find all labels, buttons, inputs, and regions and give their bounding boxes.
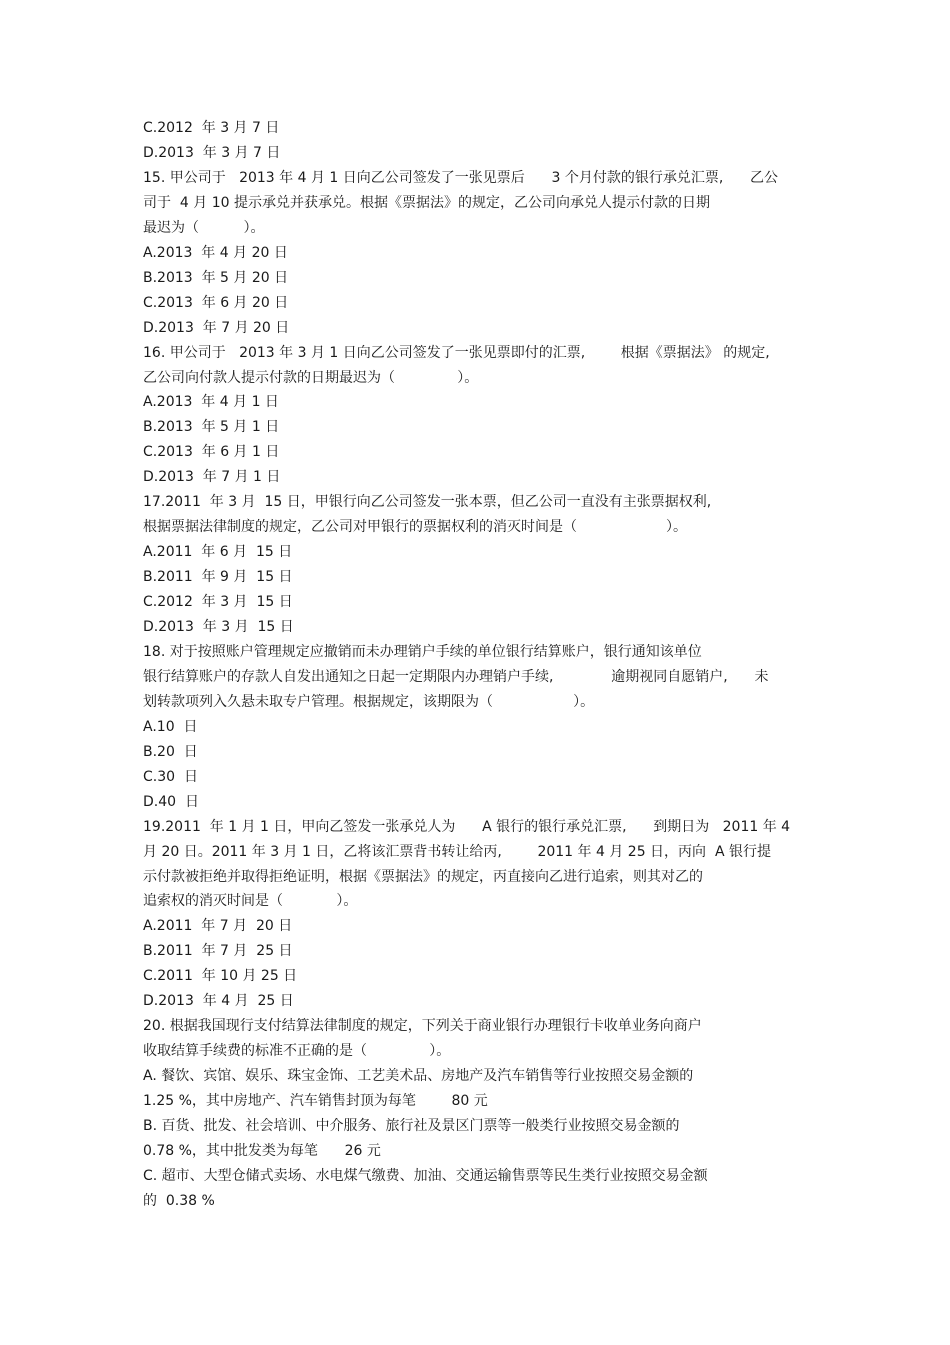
text-line: 1.25 %，其中房地产、汽车销售封顶为每笔 80 元 [143, 1093, 488, 1109]
text-line: 15. 甲公司于 2013 年 4 月 1 日向乙公司签发了一张见票后 3 个月付款的银行承兑汇票, 乙公 [143, 169, 778, 186]
text-line: 的 0.38 % [143, 1192, 215, 1209]
text-line: 银行结算账户的存款人自发出通知之日起一定期限内办理销户手续, 逾期视同自愿销户, 未 [143, 668, 769, 685]
text-line: D.2013 年 3 月 7 日 [143, 144, 281, 161]
text-line: 示付款被拒绝并取得拒绝证明，根据《票据法》的规定，丙直接向乙进行追索，则其对乙的 [143, 868, 703, 885]
text-line: C.2012 年 3 月 15 日 [143, 594, 293, 610]
text-line: B.2013 年 5 月 1 日 [143, 419, 280, 436]
text-line: 划转款项列入久悬未取专户管理。根据规定，该期限为（ ）。 [143, 693, 595, 710]
text-line: C.2011 年 10 月 25 日 [143, 968, 298, 985]
text-line: 根据票据法律制度的规定，乙公司对甲银行的票据权利的消灭时间是（ ）。 [143, 519, 688, 536]
text-line: 月 20 日。2011 年 3 月 1 日，乙将该汇票背书转让给丙, 2011 年 4 月 25 日，丙向 A 银行提 [143, 843, 771, 860]
text-line: C.2013 年 6 月 1 日 [143, 444, 280, 461]
text-line: A.2013 年 4 月 1 日 [143, 394, 279, 411]
text-line: 20. 根据我国现行支付结算法律制度的规定，下列关于商业银行办理银行卡收单业务向商户 [143, 1018, 702, 1035]
text-line: D.2013 年 7 月 1 日 [143, 469, 281, 486]
text-line: 0.78 %，其中批发类为每笔 26 元 [143, 1142, 381, 1159]
text-line: A. 餐饮、宾馆、娱乐、珠宝金饰、工艺美术品、房地产及汽车销售等行业按照交易金额的 [143, 1068, 694, 1085]
text-line: A.2011 年 7 月 20 日 [143, 918, 293, 935]
text-line: 追索权的消灭时间是（ ）。 [143, 893, 358, 910]
text-line: 18. 对于按照账户管理规定应撤销而未办理销户手续的单位银行结算账户，银行通知该单位 [143, 643, 702, 660]
text-line: C.2012 年 3 月 7 日 [143, 120, 280, 136]
text-line: A.10 日 [143, 718, 198, 735]
text-line: D.2013 年 7 月 20 日 [143, 319, 290, 336]
text-line: 乙公司向付款人提示付款的日期最迟为（ ）。 [143, 369, 479, 386]
text-line: 收取结算手续费的标准不正确的是（ ）。 [143, 1043, 451, 1060]
text-line: D.40 日 [143, 793, 199, 810]
text-line: 16. 甲公司于 2013 年 3 月 1 日向乙公司签发了一张见票即付的汇票, 根据《票据法》 的规定, [143, 344, 770, 361]
text-line: B.2011 年 7 月 25 日 [143, 943, 293, 960]
text-line: 17.2011 年 3 月 15 日，甲银行向乙公司签发一张本票，但乙公司一直没有主张票据权利, [143, 494, 712, 511]
text-line: B.20 日 [143, 743, 198, 760]
text-line: 19.2011 年 1 月 1 日，甲向乙签发一张承兑人为 A 银行的银行承兑汇票, 到期日为 2011 年 4 [143, 818, 791, 835]
text-line: 最迟为（ ）。 [143, 219, 265, 236]
text-line: D.2013 年 3 月 15 日 [143, 619, 294, 635]
text-line: D.2013 年 4 月 25 日 [143, 993, 294, 1010]
text-line: C. 超市、大型仓储式卖场、水电煤气缴费、加油、交通运输售票等民生类行业按照交易金额 [143, 1167, 708, 1184]
text-line: B.2013 年 5 月 20 日 [143, 269, 289, 286]
text-line: B.2011 年 9 月 15 日 [143, 569, 293, 586]
text-line: A.2011 年 6 月 15 日 [143, 544, 293, 561]
text-line: A.2013 年 4 月 20 日 [143, 244, 288, 261]
text-line: B. 百货、批发、社会培训、中介服务、旅行社及景区门票等一般类行业按照交易金额的 [143, 1118, 680, 1134]
text-line: 司于 4 月 10 提示承兑并获承兑。根据《票据法》的规定，乙公司向承兑人提示付款的日期 [143, 194, 710, 211]
text-line: C.30 日 [143, 768, 198, 785]
text-line: C.2013 年 6 月 20 日 [143, 294, 289, 311]
